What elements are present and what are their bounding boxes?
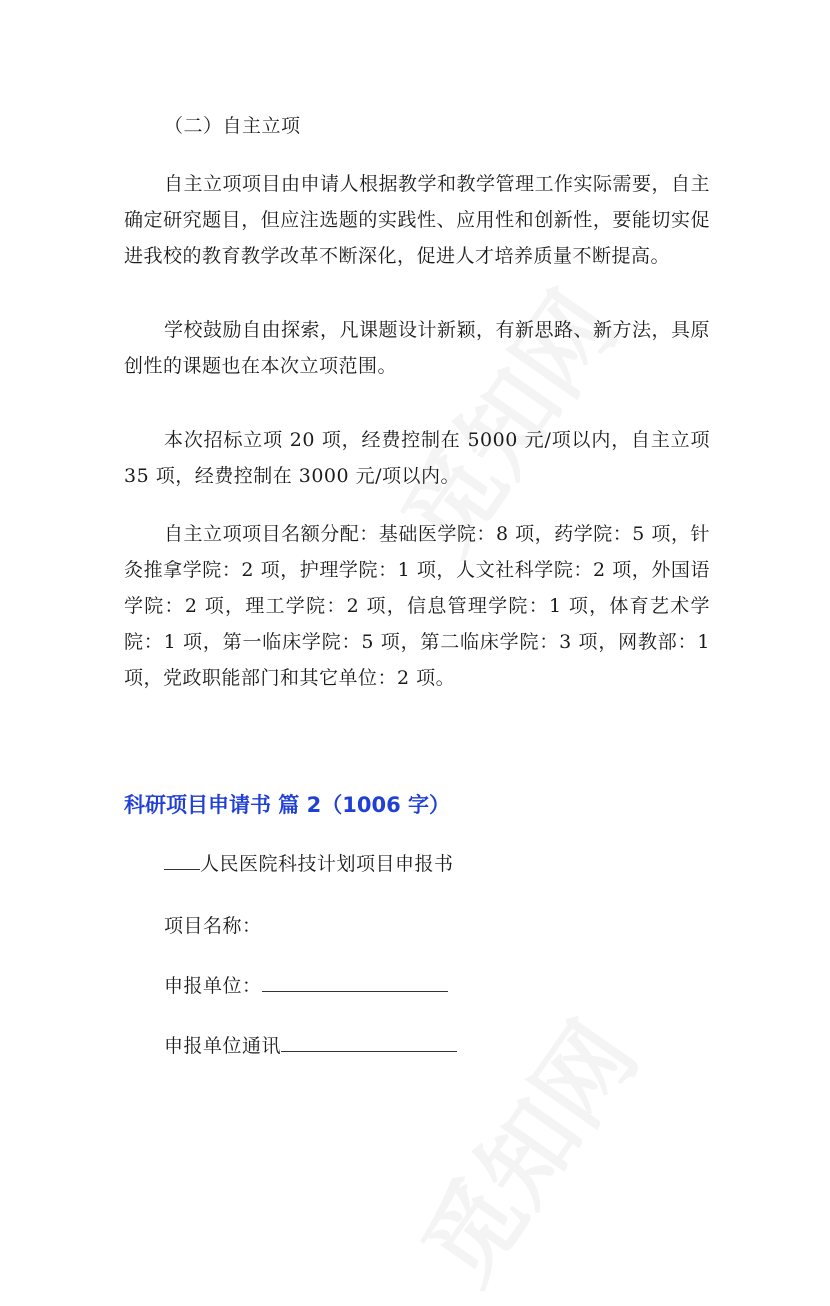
fill-blank[interactable]: [164, 851, 200, 870]
body-paragraph: 自主立项项目由申请人根据教学和教学管理工作实际需要，自主确定研究题目，但应注选题的实践性、应用性和创新性，要能切实促进我校的教育教学改革不断深化，促进人才培养质量不断提高。: [124, 173, 711, 267]
field-applicant-contact-line: [124, 1028, 710, 1064]
doc-title: 人民医院科技计划项目申报书: [200, 853, 454, 875]
body-paragraph: 本次招标立项 20 项，经费控制在 5000 元/项以内，自主立项 35 项，经费控制在 3000 元/项以内。: [124, 429, 710, 487]
field-applicant-unit-label: 申报单位：: [164, 975, 262, 997]
field-applicant-unit-line: [124, 968, 710, 1004]
article-heading: 科研项目申请书 篇 2（1006 字）: [124, 793, 450, 817]
field-project-name: 项目名称：: [164, 915, 262, 937]
fill-blank[interactable]: [262, 973, 448, 992]
field-applicant-contact-label: 申报单位通讯: [164, 1035, 282, 1057]
section-subheading: （二）自主立项: [164, 115, 301, 137]
body-paragraph: 学校鼓励自由探索，凡课题设计新颖，有新思路、新方法，具原创性的课题也在本次立项范围。: [124, 319, 711, 377]
fill-blank[interactable]: [281, 1033, 457, 1052]
body-paragraph: 自主立项项目名额分配：基础医学院：8 项，药学院：5 项，针灸推拿学院：2 项，护理学院：1 项，人文社科学院：2 项，外国语学院：2 项，理工学院：2 项，信息管理学院：1 项，体育艺术学院：1 项，第一临床学院：5 项，第二临床学院：3 项，网教部：1 项，党政职能部门和其它单位：2 项。: [124, 523, 710, 689]
doc-title-line: [124, 846, 710, 882]
